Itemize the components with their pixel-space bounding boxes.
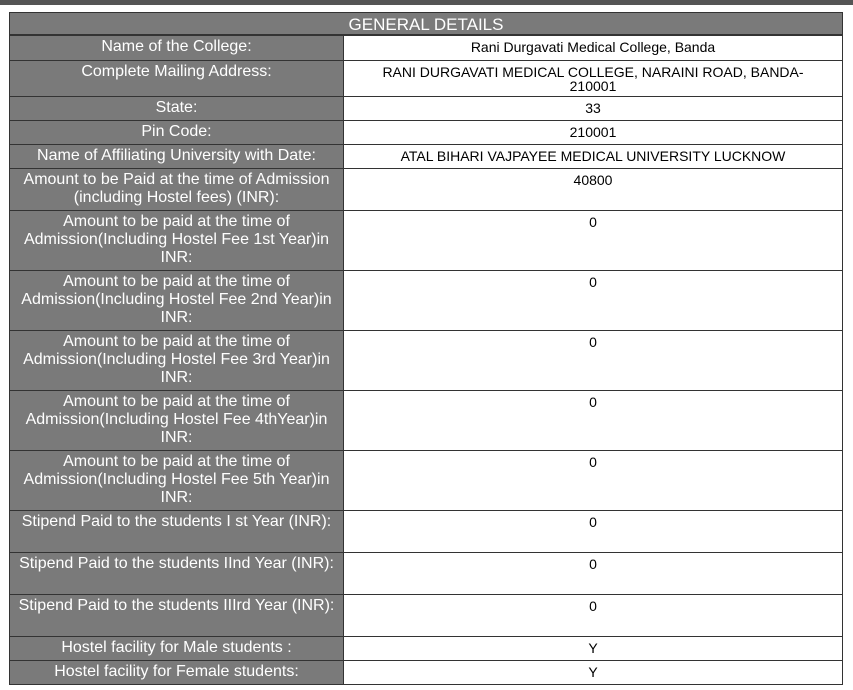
field-label: Amount to be paid at the time of Admission(Including Hostel Fee 1st Year)in INR: — [10, 211, 344, 271]
table-row — [10, 61, 843, 97]
field-label: Name of the College: — [10, 36, 344, 61]
table-row — [10, 511, 843, 553]
table-row — [10, 637, 843, 661]
field-value: 0 — [344, 271, 843, 331]
field-label: Name of Affiliating University with Date: — [10, 145, 344, 169]
field-value: ATAL BIHARI VAJPAYEE MEDICAL UNIVERSITY LUCKNOW — [344, 145, 843, 169]
field-value: 0 — [344, 451, 843, 511]
general-details-section — [9, 12, 843, 685]
field-value: 0 — [344, 511, 843, 553]
field-label: Amount to be paid at the time of Admission(Including Hostel Fee 4thYear)in INR: — [10, 391, 344, 451]
field-value: Rani Durgavati Medical College, Banda — [344, 36, 843, 61]
field-value: RANI DURGAVATI MEDICAL COLLEGE, NARAINI ROAD, BANDA-210001 — [344, 61, 843, 97]
details-table — [9, 35, 843, 685]
table-row — [10, 451, 843, 511]
table-row — [10, 553, 843, 595]
field-value: 0 — [344, 553, 843, 595]
field-label: Hostel facility for Male students : — [10, 637, 344, 661]
field-label: Hostel facility for Female students: — [10, 661, 344, 685]
table-row — [10, 36, 843, 61]
field-value: 33 — [344, 97, 843, 121]
table-row — [10, 97, 843, 121]
table-row — [10, 271, 843, 331]
section-header: GENERAL DETAILS — [9, 12, 843, 35]
field-value: 0 — [344, 595, 843, 637]
table-row — [10, 595, 843, 637]
field-label: Stipend Paid to the students IIIrd Year (INR): — [10, 595, 344, 637]
field-value: 40800 — [344, 169, 843, 211]
table-row — [10, 331, 843, 391]
field-label: Amount to be paid at the time of Admission(Including Hostel Fee 5th Year)in INR: — [10, 451, 344, 511]
field-value: 0 — [344, 211, 843, 271]
table-row — [10, 661, 843, 685]
table-row — [10, 391, 843, 451]
field-value: Y — [344, 637, 843, 661]
field-label: Stipend Paid to the students I st Year (INR): — [10, 511, 344, 553]
field-label: Amount to be Paid at the time of Admission (including Hostel fees) (INR): — [10, 169, 344, 211]
table-row — [10, 211, 843, 271]
field-value: 0 — [344, 331, 843, 391]
field-label: Complete Mailing Address: — [10, 61, 344, 97]
table-row — [10, 169, 843, 211]
field-label: Amount to be paid at the time of Admission(Including Hostel Fee 2nd Year)in INR: — [10, 271, 344, 331]
table-row — [10, 121, 843, 145]
field-label: Stipend Paid to the students IInd Year (INR): — [10, 553, 344, 595]
field-label: Pin Code: — [10, 121, 344, 145]
field-label: State: — [10, 97, 344, 121]
field-value: Y — [344, 661, 843, 685]
field-label: Amount to be paid at the time of Admission(Including Hostel Fee 3rd Year)in INR: — [10, 331, 344, 391]
table-row — [10, 145, 843, 169]
top-border — [0, 0, 853, 5]
field-value: 0 — [344, 391, 843, 451]
field-value: 210001 — [344, 121, 843, 145]
